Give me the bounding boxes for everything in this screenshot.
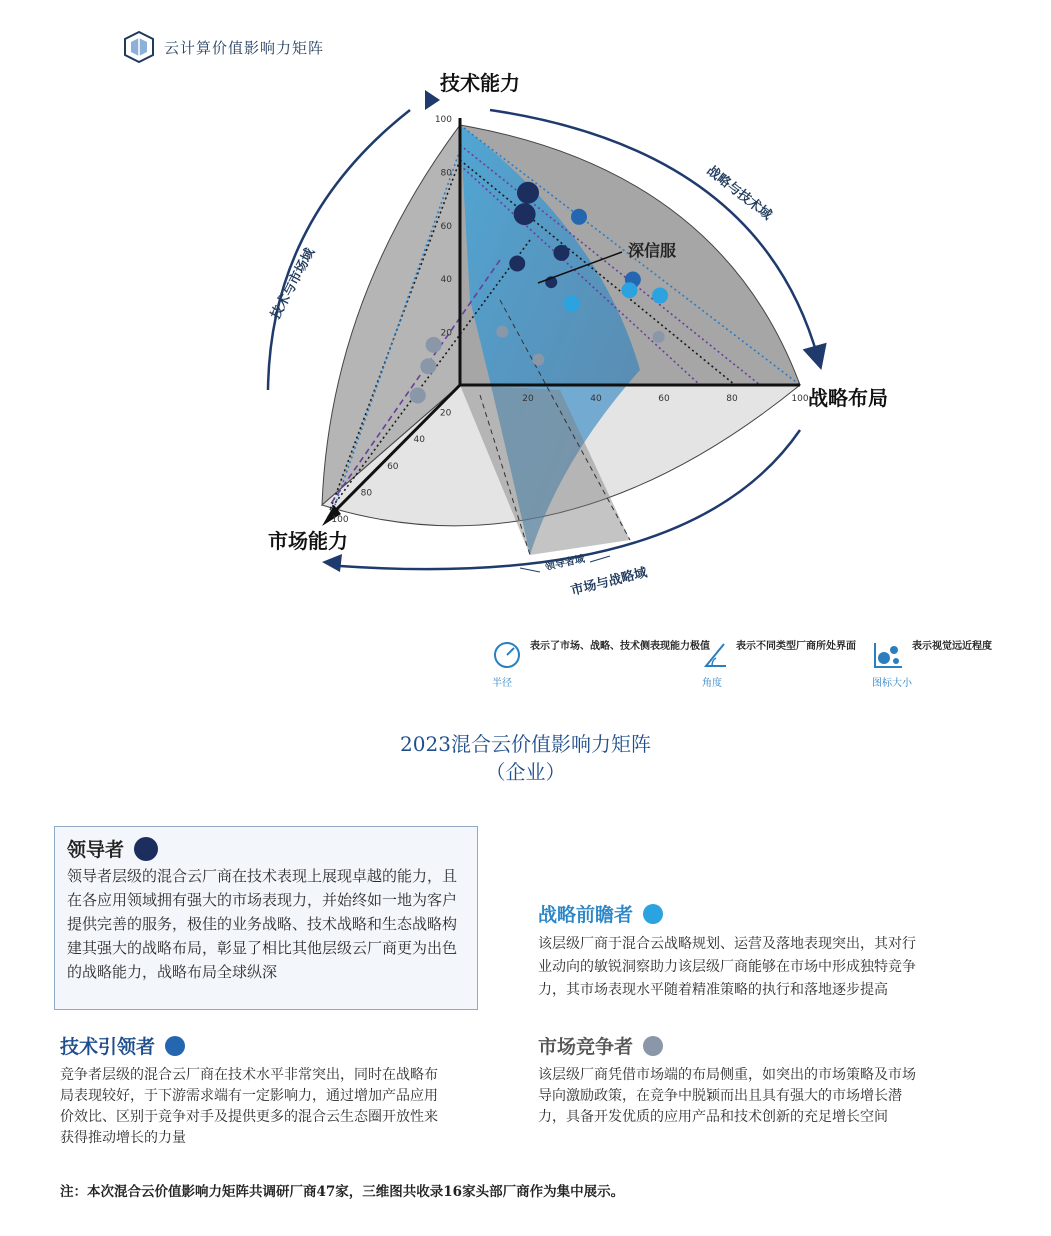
legend-angle-caption: 角度 <box>702 678 722 689</box>
tick-label-0-0: 20 <box>440 328 452 339</box>
tick-label-0-3: 80 <box>440 168 452 179</box>
data-point-15 <box>532 354 544 366</box>
market-text: 该层级厂商凭借市场端的布局侧重，如突出的市场策略及市场导向激励政策，在竞争中脱颖而出且具有强大的市场增长潜力，具备开发优质的应用产品和技术创新的充足增长空间 <box>538 1067 916 1125</box>
data-point-1 <box>514 203 536 225</box>
radius-icon <box>492 640 522 670</box>
legend-size <box>872 640 1022 689</box>
legend-angle-text: 表示不同类型厂商所处界面 <box>736 641 856 652</box>
tech-section <box>60 1032 450 1149</box>
data-point-9 <box>564 296 580 312</box>
tech-dot-icon <box>165 1036 185 1056</box>
tick-label-1-4: 100 <box>791 394 809 404</box>
strategy-text: 该层级厂商于混合云战略规划、运营及落地表现突出，其对行业动向的敏锐洞察助力该层级厂商能够在市场中形成独特竞争力，其市场表现水平随着精准策略的执行和落地逐步提高 <box>538 936 916 998</box>
callout-label: 深信服 <box>628 241 677 260</box>
data-point-14 <box>496 326 508 338</box>
tick-label-1-1: 40 <box>590 394 602 404</box>
tick-label-0-4: 100 <box>434 115 452 125</box>
tech-heading <box>60 1032 450 1059</box>
cube-logo-icon <box>122 30 156 64</box>
tick-label-0-2: 60 <box>440 221 452 232</box>
angle-icon <box>702 640 728 670</box>
data-point-10 <box>426 337 442 353</box>
tick-label-1-2: 60 <box>658 394 670 404</box>
tech-text: 竞争者层级的混合云厂商在技术水平非常突出，同时在战略布局表现较好，于下游需求端有一定影响力，通过增加产品应用价效比、区别于竞争对手及提供更多的混合云生态圈开放性来获得推动增长的力量 <box>60 1067 438 1146</box>
strategy-dot-icon <box>643 904 663 924</box>
data-point-7 <box>621 282 637 298</box>
legend-size-text: 表示视觉远近程度 <box>912 641 992 652</box>
domain-market-strategy: 市场与战略域 <box>569 565 649 599</box>
arc-arrow-bottom-icon <box>322 554 342 572</box>
tick-label-2-4: 100 <box>331 515 349 525</box>
leader-text: 领导者层级的混合云厂商在技术表现上展现卓越的能力，且在各应用领域拥有强大的市场表现力，并始终如一地为客户提供完善的服务，极佳的业务战略、技术战略和生态战略构建其强大的战略布局，彰显了相比其他层级云厂商更为出色的战略能力，战略布局全球纵深 <box>67 867 458 981</box>
data-point-0 <box>517 182 539 204</box>
footnote: 注：本次混合云价值影响力矩阵共调研厂商47家，三维图共收录16家头部厂商作为集中展示。 <box>60 1184 625 1200</box>
leader-heading <box>67 835 467 862</box>
tick-label-2-3: 80 <box>360 488 373 499</box>
data-point-11 <box>420 358 436 374</box>
axis-title-market: 市场能力 <box>268 529 348 553</box>
axis-title-tech: 技术能力 <box>440 71 520 95</box>
data-point-8 <box>652 288 668 304</box>
tick-label-2-1: 40 <box>413 435 425 446</box>
tick-label-0-1: 40 <box>440 275 452 286</box>
matrix-3d-chart <box>0 60 1051 620</box>
tech-title: 技术引领者 <box>60 1036 156 1058</box>
tick-label-1-3: 80 <box>726 394 738 404</box>
domain-strategy-tech: 战略与技术域 <box>703 163 775 224</box>
brand-name: 云计算价值影响力矩阵 <box>164 38 325 57</box>
matrix-title: 2023混合云价值影响力矩阵 <box>400 732 651 756</box>
domain-leader: 领导者域 <box>544 553 586 573</box>
tick-label-2-0: 20 <box>439 408 452 419</box>
arc-arrow-top-icon <box>425 90 440 110</box>
strategy-title: 战略前瞻者 <box>538 904 634 926</box>
market-section <box>538 1032 923 1128</box>
bubble-size-icon <box>872 640 904 670</box>
leader-section <box>54 826 478 1010</box>
strategy-section <box>538 900 923 1002</box>
market-title: 市场竞争者 <box>538 1036 634 1058</box>
tick-label-2-2: 60 <box>387 461 399 472</box>
legend-radius-text: 表示了市场、战略、技术侧表现能力极值 <box>530 641 710 652</box>
leader-dot-icon <box>134 837 158 861</box>
data-point-2 <box>509 256 525 272</box>
matrix-subtitle: （企业） <box>485 760 566 784</box>
legend-angle <box>702 640 866 689</box>
legend-radius-caption: 半径 <box>492 678 512 689</box>
market-dot-icon <box>643 1036 663 1056</box>
domain-tech-market: 技术与市场域 <box>268 245 319 322</box>
leader-title: 领导者 <box>67 839 125 861</box>
data-point-13 <box>653 331 665 343</box>
tick-label-1-0: 20 <box>522 394 534 404</box>
axis-title-strategy: 战略布局 <box>808 386 888 410</box>
data-point-3 <box>553 245 569 261</box>
legend-size-caption: 图标大小 <box>872 678 912 689</box>
data-point-12 <box>410 388 426 404</box>
brand-logo <box>122 30 324 64</box>
market-heading <box>538 1032 923 1059</box>
data-point-5 <box>571 209 587 225</box>
strategy-heading <box>538 900 923 927</box>
